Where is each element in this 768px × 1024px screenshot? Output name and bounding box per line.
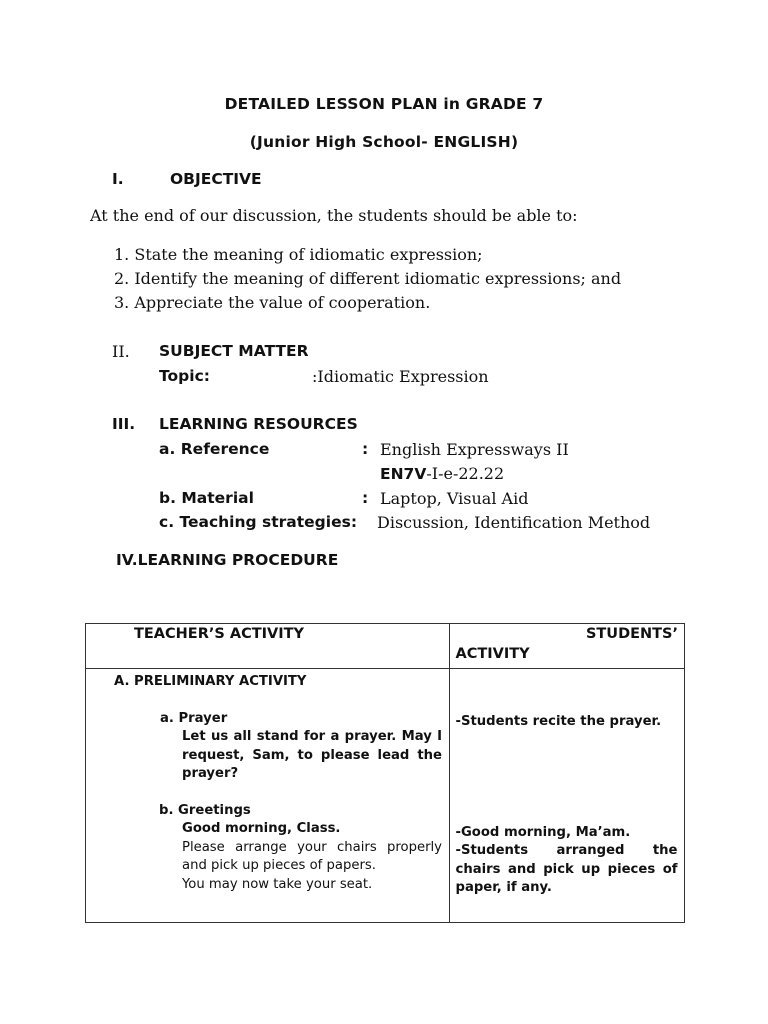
objective-number: I. bbox=[112, 170, 124, 188]
students-activity-header-1: STUDENTS’ bbox=[585, 626, 678, 642]
learning-resources-number: III. bbox=[112, 415, 136, 433]
competency-code-rest: -I-e-22.22 bbox=[426, 464, 505, 483]
material-label: b. Material bbox=[159, 489, 254, 507]
material-value: Laptop, Visual Aid bbox=[380, 489, 529, 508]
reference-label: a. Reference bbox=[159, 440, 270, 458]
greetings-response-1: -Good morning, Ma’am. bbox=[455, 824, 631, 840]
table-body-row bbox=[86, 669, 685, 923]
procedure-heading: IV.LEARNING PROCEDURE bbox=[116, 551, 339, 569]
reference-colon: : bbox=[362, 440, 369, 458]
prayer-text: Let us all stand for a prayer. May I request, Sam, to please lead the prayer? bbox=[182, 729, 442, 781]
table-header-row bbox=[86, 624, 685, 669]
objective-item: 3. Appreciate the value of cooperation. bbox=[114, 293, 431, 312]
students-activity-cell bbox=[449, 669, 685, 923]
prayer-label: a. Prayer bbox=[160, 710, 228, 726]
strategies-value: Discussion, Identification Method bbox=[377, 513, 651, 532]
teacher-activity-cell bbox=[86, 669, 450, 923]
greetings-response-2: -Students arranged the chairs and pick up pieces of paper, if any. bbox=[455, 843, 678, 895]
document-title: DETAILED LESSON PLAN in GRADE 7 bbox=[224, 95, 544, 113]
prayer-response: -Students recite the prayer. bbox=[455, 714, 662, 729]
topic-label: Topic: bbox=[159, 367, 210, 385]
competency-code bbox=[380, 464, 504, 484]
objective-item: 2. Identify the meaning of different idiomatic expressions; and bbox=[114, 269, 622, 288]
section-a-label: A. PRELIMINARY ACTIVITY bbox=[114, 674, 307, 689]
strategies-label: c. Teaching strategies: bbox=[159, 513, 358, 531]
greetings-label: b. Greetings bbox=[159, 802, 251, 818]
learning-resources-heading: LEARNING RESOURCES bbox=[159, 415, 358, 433]
document-subtitle: (Junior High School- ENGLISH) bbox=[249, 133, 519, 151]
objective-intro: At the end of our discussion, the students should be able to: bbox=[90, 206, 578, 225]
greetings-seat: You may now take your seat. bbox=[182, 876, 373, 892]
procedure-table bbox=[85, 623, 685, 923]
objective-item: 1. State the meaning of idiomatic expression; bbox=[114, 245, 483, 264]
objective-heading: OBJECTIVE bbox=[170, 170, 262, 188]
competency-code-bold: EN7V bbox=[380, 465, 427, 483]
greetings-bold: Good morning, Class. bbox=[182, 821, 341, 836]
greetings-text: Please arrange your chairs properly and pick up pieces of papers. bbox=[182, 839, 442, 873]
students-activity-header-2: ACTIVITY bbox=[455, 646, 530, 662]
material-colon: : bbox=[362, 489, 369, 507]
students-header-cell bbox=[449, 624, 685, 669]
teacher-header-cell bbox=[86, 624, 450, 669]
topic-value: :Idiomatic Expression bbox=[312, 367, 489, 386]
subject-matter-heading: SUBJECT MATTER bbox=[159, 342, 309, 360]
teacher-activity-header: TEACHER’S ACTIVITY bbox=[134, 626, 305, 642]
reference-value: English Expressways II bbox=[380, 440, 569, 459]
subject-matter-number: II. bbox=[112, 342, 130, 361]
